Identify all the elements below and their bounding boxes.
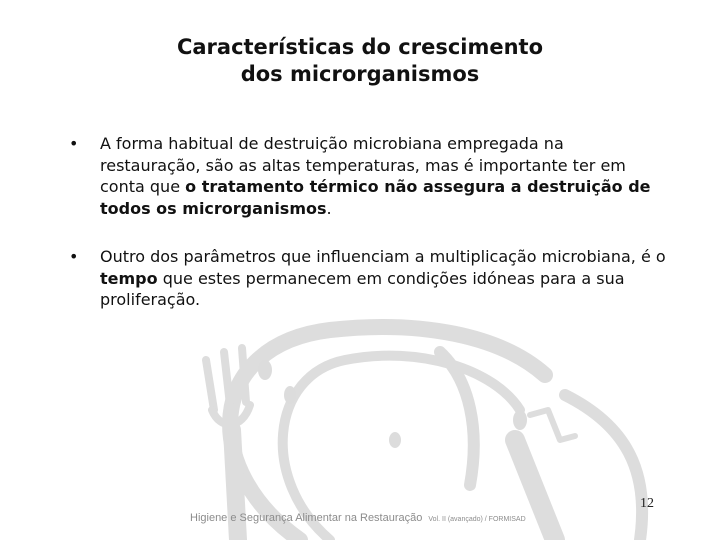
bullet-emphasis: o tratamento térmico não assegura a destruição de todos os microrganismos (100, 177, 651, 218)
bullet-segment: A forma habitual de destruição microbiana empregada na restauração, são as altas temperaturas, mas é importante ter em conta que (100, 134, 626, 196)
bullet-marker: • (69, 247, 79, 266)
bullet-list (66, 133, 666, 311)
footer-text: Higiene e Segurança Alimentar na Restauração (190, 512, 423, 524)
bullet-emphasis: tempo (100, 268, 158, 288)
slide-title (0, 34, 720, 88)
slide-footer (190, 512, 526, 524)
footer-subtext: Vol. II (avançado) / FORMISAD (428, 516, 526, 523)
bullet-marker: • (69, 134, 79, 153)
page-number: 12 (640, 496, 654, 511)
bullet-segment: . (326, 198, 332, 218)
bullet-text (100, 134, 651, 218)
bullet-text (100, 247, 666, 309)
bullet-segment: Outro dos parâmetros que influenciam a multiplicação microbiana, é o (100, 247, 666, 266)
bullet-segment: que estes permanecem em condições idóneas para a sua proliferação. (100, 268, 625, 309)
slide-title-line-1: Características do crescimento (176, 35, 544, 59)
slide-title-line-2: dos microrganismos (240, 62, 480, 86)
bullet-item (66, 246, 666, 311)
bullet-item (66, 133, 666, 219)
